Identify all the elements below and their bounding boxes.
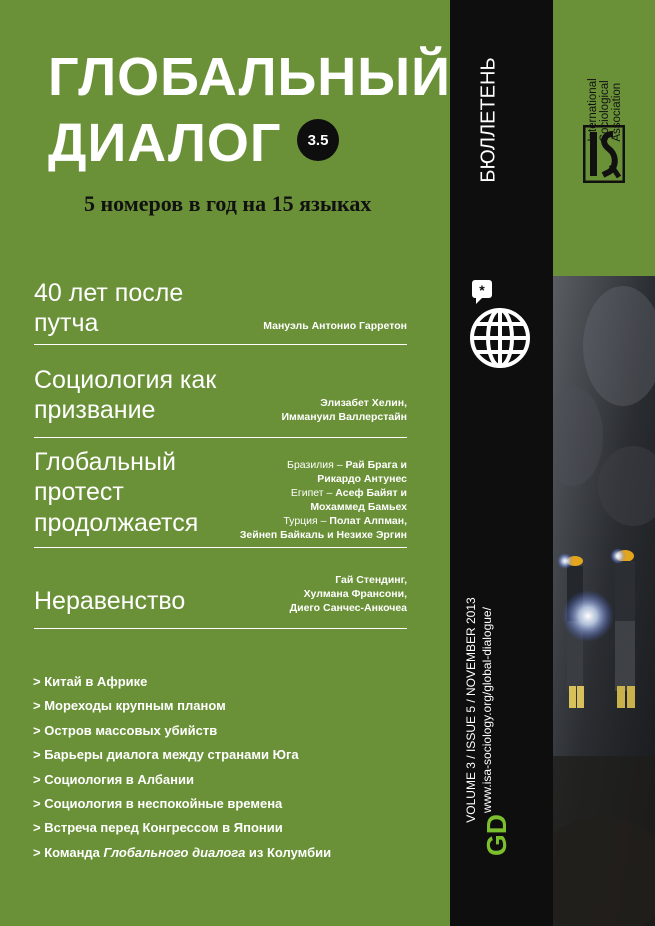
feature-title-line: Неравенство bbox=[34, 587, 186, 615]
author-line bbox=[240, 529, 407, 543]
miner-right bbox=[615, 550, 635, 708]
globe-icon bbox=[466, 280, 536, 370]
feature-title bbox=[34, 586, 185, 616]
masthead-subtitle: 5 номеров в год на 15 языках bbox=[84, 191, 372, 216]
feature-title-line: Глобальный bbox=[34, 448, 176, 476]
author-country: Турция – bbox=[283, 514, 330, 527]
feature-section bbox=[34, 365, 407, 438]
feature-authors bbox=[290, 574, 407, 616]
author-line bbox=[240, 501, 407, 515]
volume-info: VOLUME 3 / ISSUE 5 / NOVEMBER 2013 bbox=[464, 597, 478, 823]
author-name: Рикардо Антунес bbox=[317, 472, 407, 485]
author-name: Рай Брага и bbox=[345, 459, 407, 471]
toc-item: > Социология в неспокойные времена bbox=[33, 795, 283, 811]
feature-title-line: путча bbox=[34, 309, 99, 338]
feature-title bbox=[34, 365, 216, 426]
feature-title bbox=[34, 447, 198, 538]
author-name: Хулмана Франсони, bbox=[303, 587, 407, 600]
gd-logo: GD bbox=[481, 814, 512, 856]
author-name: Зейнеп Байкаль и Незихе Эргин bbox=[239, 528, 407, 541]
bulletin-label: БЮЛЛЕТЕНЬ bbox=[477, 57, 500, 183]
author-line bbox=[281, 411, 407, 425]
feature-title-line: протест bbox=[34, 478, 124, 507]
author-line bbox=[240, 515, 407, 529]
author-line bbox=[290, 602, 407, 616]
feature-title-line: Социология как bbox=[34, 366, 217, 394]
website-url: www.isa-sociology.org/global-dialogue/ bbox=[480, 607, 494, 813]
feature-section bbox=[34, 447, 407, 548]
feature-section bbox=[34, 278, 407, 345]
feature-authors bbox=[281, 397, 407, 425]
feature-title bbox=[34, 278, 183, 339]
author-line bbox=[240, 473, 407, 487]
masthead-title-line2: ДИАЛОГ bbox=[48, 113, 282, 173]
author-name: Диего Санчес-Анкочеа bbox=[289, 601, 407, 614]
toc-item-text: > Команда bbox=[33, 844, 104, 860]
author-country: Бразилия – bbox=[287, 459, 346, 471]
author-line bbox=[240, 487, 407, 501]
toc-item-italic: Глобального диалога bbox=[103, 844, 246, 860]
author-name: Иммануил Валлерстайн bbox=[281, 410, 407, 423]
author-name: Элизабет Хелин, bbox=[320, 397, 407, 409]
author-name: Гай Стендинг, bbox=[335, 574, 407, 586]
feature-title-line: 40 лет после bbox=[34, 279, 184, 307]
author-name: Мохаммед Бамьех bbox=[310, 500, 407, 513]
toc-item: > Встреча перед Конгрессом в Японии bbox=[33, 820, 283, 836]
feature-title-line: продолжается bbox=[34, 508, 199, 537]
author-name: Асеф Байят и bbox=[335, 486, 407, 499]
masthead-title-line1: ГЛОБАЛЬНЫЙ bbox=[48, 47, 451, 107]
author-name: Мануэль Антонио Гарретон bbox=[263, 320, 407, 332]
toc-item: > Остров массовых убийств bbox=[33, 722, 218, 738]
feature-section bbox=[34, 574, 407, 629]
association-name-line: International bbox=[586, 78, 599, 142]
feature-authors bbox=[263, 320, 407, 334]
author-name: Полат Алпман, bbox=[329, 514, 407, 527]
toc-item-text: из Колумбии bbox=[245, 844, 332, 860]
toc-item: > Барьеры диалога между странами Юга bbox=[33, 747, 299, 763]
author-country: Египет – bbox=[290, 486, 336, 499]
association-name bbox=[587, 78, 623, 141]
table-of-contents bbox=[33, 670, 331, 865]
toc-item bbox=[33, 841, 331, 865]
miners-photo-illustration bbox=[553, 276, 655, 926]
author-line bbox=[281, 397, 407, 411]
feature-title-line: призвание bbox=[34, 396, 156, 425]
miners-photo bbox=[553, 276, 655, 926]
author-line bbox=[263, 320, 407, 334]
author-line bbox=[290, 588, 407, 602]
issue-number-badge: 3.5 bbox=[297, 119, 339, 161]
association-name-line: Sociological bbox=[598, 80, 611, 142]
speech-bubble-icon bbox=[472, 280, 492, 304]
author-line bbox=[290, 574, 407, 588]
toc-item: > Китай в Африке bbox=[33, 674, 148, 689]
author-line bbox=[240, 459, 407, 473]
association-name-line: Association bbox=[611, 82, 624, 142]
svg-text:*: * bbox=[479, 282, 485, 298]
feature-authors bbox=[240, 459, 407, 543]
toc-item: > Социология в Албании bbox=[33, 771, 194, 787]
toc-item: > Мореходы крупным планом bbox=[33, 698, 226, 714]
